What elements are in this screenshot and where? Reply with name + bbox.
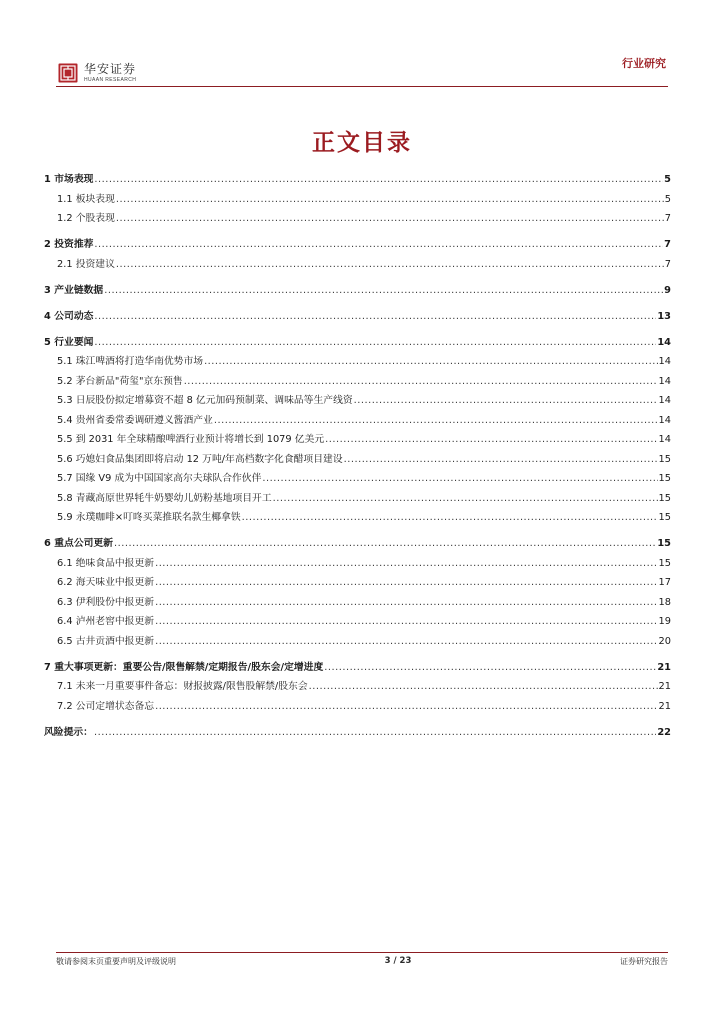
toc-dot-leader [155,554,657,574]
toc-dot-leader [214,411,658,431]
toc-dot-leader [116,190,664,210]
table-of-contents [44,170,671,742]
toc-subsection-entry[interactable] [44,411,671,431]
toc-entry-label: 6 重点公司更新 [44,538,114,549]
toc-dot-leader [204,352,657,372]
toc-subsection-entry[interactable] [44,391,671,411]
toc-entry-label: 4 公司动态 [44,310,94,322]
toc-entry-label: 5.2 茅台新品"荷玺"京东预售 [57,375,183,387]
toc-subsection-entry[interactable] [44,190,671,210]
toc-dot-leader [104,281,663,301]
toc-entry-page: 14 [658,356,671,367]
toc-dot-leader [94,307,656,327]
toc-section-entry[interactable] [44,235,671,255]
toc-entry-page: 15 [658,473,671,484]
toc-entry-label: 5.3 日辰股份拟定增募资不超 8 亿元加码预制菜、调味品等生产线资 [57,395,353,406]
toc-dot-leader [94,723,656,743]
toc-entry-label: 5.6 巧媳妇食品集团即将启动 12 万吨/年高档数字化食醋项目建设 [57,453,343,465]
toc-dot-leader [116,255,664,275]
toc-entry-label: 5.8 青藏高原世界牦牛奶婴幼儿奶粉基地项目开工 [57,492,272,504]
toc-entry-page: 21 [658,700,671,712]
toc-subsection-entry[interactable] [44,430,671,450]
toc-subsection-entry[interactable] [44,697,671,717]
toc-subsection-entry[interactable] [44,593,671,613]
toc-entry-page: 9 [664,284,671,296]
toc-subsection-entry[interactable] [44,612,671,632]
toc-subsection-entry[interactable] [44,450,671,470]
toc-subsection-entry[interactable] [44,372,671,392]
toc-entry-label: 7.1 未来一月重要事件备忘：财报披露/限售股解禁/股东会 [57,681,308,692]
toc-entry-page: 19 [658,616,671,627]
toc-subsection-entry[interactable] [44,508,671,528]
toc-entry-label: 5.7 国缘 V9 成为中国国家高尔夫球队合作伙伴 [57,473,262,484]
toc-entry-label: 7.2 公司定增状态备忘 [57,700,155,712]
toc-entry-page: 15 [657,538,671,549]
footer-doc-type: 证券研究报告 [620,957,668,966]
toc-entry-page: 14 [658,375,671,387]
toc-dot-leader [262,469,657,489]
toc-entry-page: 15 [658,557,671,569]
toc-dot-leader [155,632,657,652]
toc-dot-leader [155,612,657,632]
toc-entry-page: 7 [664,213,671,224]
toc-entry-page: 15 [658,512,671,523]
toc-dot-leader [94,333,656,353]
toc-entry-page: 7 [664,258,671,270]
toc-entry-page: 21 [658,681,671,692]
seal-icon [58,63,78,83]
toc-entry-label: 3 产业链数据 [44,284,104,296]
toc-entry-page: 21 [657,661,671,673]
toc-entry-label: 6.2 海天味业中报更新 [57,577,155,588]
toc-dot-leader [94,235,663,255]
toc-entry-label: 6.1 绝味食品中报更新 [57,557,155,569]
header-divider [56,86,668,87]
toc-subsection-entry[interactable] [44,255,671,275]
toc-dot-leader [155,573,657,593]
toc-dot-leader [354,391,658,411]
toc-entry-page: 5 [664,193,671,205]
toc-entry-page: 20 [658,635,671,647]
toc-entry-page: 22 [657,726,671,738]
toc-entry-page: 7 [664,239,671,250]
toc-entry-page: 17 [658,577,671,588]
footer-divider [56,952,668,953]
logo-chinese-name: 华安证券 [84,62,137,76]
company-logo [58,60,136,86]
toc-section-entry[interactable] [44,534,671,554]
toc-section-entry[interactable] [44,170,671,190]
toc-subsection-entry[interactable] [44,554,671,574]
toc-section-entry[interactable] [44,333,671,353]
toc-entry-label: 1.1 板块表现 [57,193,115,205]
logo-english-name: HUAAN RESEARCH [84,77,137,83]
page-footer [56,956,668,967]
toc-entry-page: 18 [658,596,671,608]
toc-dot-leader [155,593,657,613]
toc-entry-page: 13 [657,310,671,322]
footer-disclaimer: 敬请参阅末页重要声明及评级说明 [56,957,176,966]
toc-dot-leader [155,697,657,717]
toc-subsection-entry[interactable] [44,209,671,229]
toc-dot-leader [184,372,658,392]
toc-subsection-entry[interactable] [44,489,671,509]
toc-dot-leader [324,658,656,678]
toc-entry-label: 6.4 泸州老窖中报更新 [57,616,155,627]
toc-subsection-entry[interactable] [44,573,671,593]
toc-dot-leader [325,430,657,450]
report-category: 行业研究 [622,57,666,70]
page-number: 3 / 23 [384,956,412,966]
toc-subsection-entry[interactable] [44,469,671,489]
toc-dot-leader [242,508,658,528]
toc-entry-page: 14 [657,336,671,348]
toc-entry-label: 5.1 珠江啤酒将打造华南优势市场 [57,356,204,367]
toc-dot-leader [116,209,664,229]
toc-section-entry[interactable] [44,281,671,301]
toc-subsection-entry[interactable] [44,632,671,652]
toc-section-entry[interactable] [44,307,671,327]
toc-entry-page: 5 [664,174,671,185]
toc-entry-label: 5.4 贵州省委常委调研遵义酱酒产业 [57,414,213,426]
toc-dot-leader [309,677,658,697]
toc-entry-label: 6.5 古井贡酒中报更新 [57,635,155,647]
toc-entry-page: 14 [658,395,671,406]
toc-entry-label: 6.3 伊利股份中报更新 [57,596,155,608]
toc-subsection-entry[interactable] [44,677,671,697]
page-title: 正文目录 [312,129,412,156]
toc-section-entry[interactable] [44,723,671,743]
toc-entry-label: 1 市场表现 [44,174,94,185]
toc-entry-label: 1.2 个股表现 [57,213,115,224]
toc-entry-label: 2.1 投资建议 [57,258,115,270]
toc-subsection-entry[interactable] [44,352,671,372]
toc-entry-page: 14 [658,414,671,426]
toc-entry-label: 风险提示： [44,726,93,738]
toc-entry-label: 7 重大事项更新：重要公告/限售解禁/定期报告/股东会/定增进度 [44,661,324,673]
toc-dot-leader [94,170,663,190]
toc-entry-label: 5.5 到 2031 年全球精酿啤酒行业预计将增长到 1079 亿美元 [57,434,325,445]
toc-entry-page: 14 [658,434,671,445]
toc-entry-label: 5.9 永璞咖啡×叮咚买菜推联名款生椰拿铁 [57,512,241,523]
toc-entry-page: 15 [658,453,671,465]
toc-dot-leader [114,534,656,554]
toc-dot-leader [344,450,658,470]
toc-dot-leader [273,489,658,509]
toc-entry-page: 15 [658,492,671,504]
toc-entry-label: 5 行业要闻 [44,336,94,348]
toc-section-entry[interactable] [44,658,671,678]
toc-entry-label: 2 投资推荐 [44,239,94,250]
